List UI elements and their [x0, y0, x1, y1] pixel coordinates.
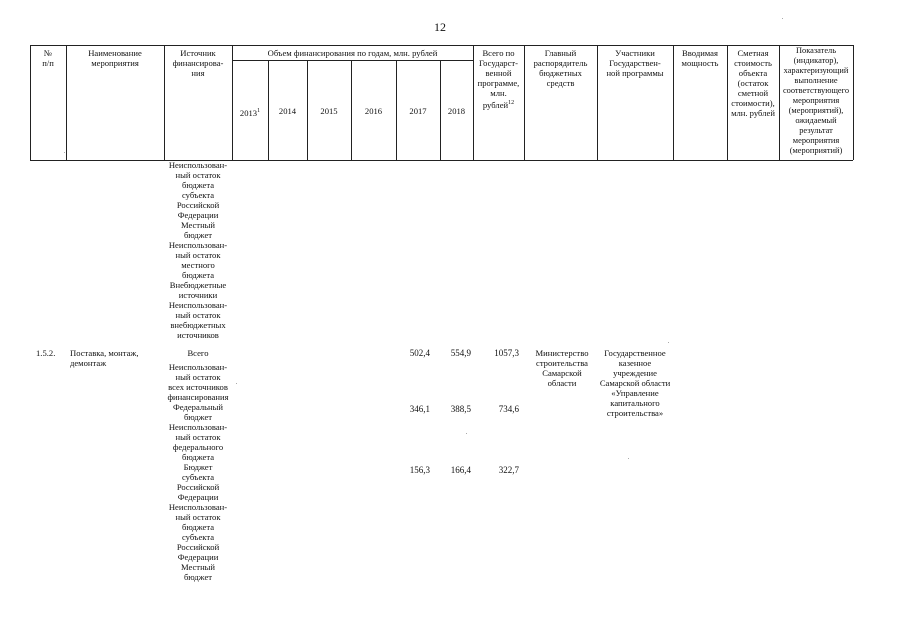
header-text-line: млн. рублей	[731, 108, 775, 118]
source-line: бюджета	[181, 452, 215, 462]
row-name	[70, 348, 139, 368]
value-2018-total: 554,9	[450, 348, 471, 358]
header-text-line: (мероприятий),	[788, 106, 844, 115]
source-line: ный остаток	[175, 170, 221, 180]
header-text-line: соответствующего	[782, 86, 850, 95]
header-text-line: Государствен-	[609, 58, 661, 68]
header-year-2018: 2018	[447, 106, 466, 116]
header-text-line: Государст-	[478, 58, 519, 68]
header-text-line: Показатель	[795, 46, 837, 55]
row-name-line: демонтаж	[70, 358, 107, 368]
header-text-line: Всего по	[482, 48, 515, 58]
header-text-line: п/п	[42, 58, 54, 68]
header-text-line: (мероприятий)	[789, 146, 843, 155]
source-line: бюджета	[181, 270, 215, 280]
header-col-manager	[524, 48, 597, 88]
header-text-line: выполнение	[794, 76, 838, 85]
value-program-total: 1057,3	[494, 348, 519, 358]
source-line: всех источников	[168, 382, 228, 392]
row-manager	[524, 348, 600, 388]
manager-line: Самарской	[542, 368, 582, 378]
header-text-line: сметной	[737, 88, 769, 98]
continued-sources-list	[162, 160, 234, 340]
header-text-line: стоимость	[734, 58, 772, 68]
source-line: Бюджет	[183, 462, 213, 472]
source-line: Федерации	[177, 492, 219, 502]
header-text-line: (остаток	[737, 78, 769, 88]
footnote-mark: 12	[508, 100, 515, 106]
header-text-line: ния	[191, 68, 205, 78]
participant-line: «Управление	[611, 388, 659, 398]
source-line: Внебюджетные	[169, 280, 227, 290]
row-participants	[594, 348, 676, 418]
source-line: субъекта	[181, 472, 215, 482]
source-line: ный остаток	[175, 432, 221, 442]
header-text-line: Источник	[180, 48, 216, 58]
header-year-2014: 2014	[278, 106, 297, 116]
header-text-line: Вводимая	[682, 48, 718, 58]
source-line: ный остаток	[175, 250, 221, 260]
source-line: бюджет	[183, 230, 213, 240]
header-col-total	[473, 48, 524, 110]
header-col-estimate	[727, 48, 779, 118]
header-text-line: №	[43, 48, 53, 58]
source-line: ный остаток	[175, 512, 221, 522]
participant-line: учреждение	[613, 368, 657, 378]
source-line: Российской	[176, 542, 220, 552]
header-col-capacity	[673, 48, 727, 68]
header-text-line: программе,	[477, 78, 520, 88]
value-2018-regional: 166,4	[450, 465, 471, 475]
row-name-line: Поставка, монтаж,	[70, 348, 139, 358]
manager-line: области	[547, 378, 577, 388]
year-label: 2013	[239, 107, 258, 118]
header-top-rule	[30, 45, 853, 46]
header-text-line: Наименование	[88, 48, 142, 58]
header-text-line: Главный	[544, 48, 577, 58]
header-text-line: бюджетных	[539, 68, 582, 78]
scan-speck	[668, 342, 669, 343]
scan-speck	[466, 433, 467, 434]
scan-speck	[64, 152, 65, 153]
source-line: местного	[181, 260, 215, 270]
source-line: Неиспользован-	[168, 502, 228, 512]
scan-speck	[782, 18, 783, 19]
header-bottom-rule	[30, 160, 853, 161]
value-program-federal: 734,6	[498, 404, 519, 414]
source-line: внебюджетных	[170, 320, 226, 330]
header-text-part: рублей	[482, 99, 509, 110]
header-text-line: объекта	[738, 68, 768, 78]
header-text-line: стоимости),	[731, 98, 775, 108]
source-line: Неиспользован-	[168, 422, 228, 432]
grid-line	[853, 45, 854, 160]
value-2017-federal: 346,1	[409, 404, 430, 414]
source-line: бюджет	[183, 412, 213, 422]
source-line: ный остаток	[175, 310, 221, 320]
source-line: Федеральный	[172, 402, 224, 412]
participant-line: казенное	[618, 358, 652, 368]
source-line: субъекта	[181, 190, 215, 200]
source-line: Федерации	[177, 552, 219, 562]
source-line: финансирования	[167, 392, 229, 402]
source-line: Федерации	[177, 210, 219, 220]
source-line: Неиспользован-	[168, 362, 228, 372]
header-text-line: мероприятия	[792, 96, 840, 105]
header-text-line: результат	[799, 126, 833, 135]
header-text-line: Сметная	[737, 48, 769, 58]
scan-speck	[628, 458, 629, 459]
header-text-line: финансирова-	[172, 58, 224, 68]
header-text-line	[473, 98, 524, 110]
participant-line: капитального	[610, 398, 660, 408]
header-col-indicator	[779, 46, 853, 156]
source-line: бюджет	[183, 572, 213, 582]
row-sources-list	[162, 348, 234, 582]
source-line: субъекта	[181, 532, 215, 542]
header-year-2013	[232, 106, 268, 118]
value-2017-total: 502,4	[409, 348, 430, 358]
value-program-regional: 322,7	[498, 465, 519, 475]
header-text-line: млн.	[490, 88, 507, 98]
header-col-participants	[597, 48, 673, 78]
header-text-line: распорядитель	[533, 58, 588, 68]
header-text-line: мероприятия	[91, 58, 139, 68]
source-line: Неиспользован-	[168, 300, 228, 310]
header-text-line: характеризующий	[783, 66, 849, 75]
value-2018-federal: 388,5	[450, 404, 471, 414]
manager-line: Министерство	[535, 348, 589, 358]
source-line: источники	[178, 290, 218, 300]
header-text-line: мероприятия	[792, 136, 840, 145]
scan-speck	[236, 383, 237, 384]
source-line: Российской	[176, 482, 220, 492]
source-line: ный остаток	[175, 372, 221, 382]
source-line: бюджета	[181, 180, 215, 190]
row-number: 1.5.2.	[36, 348, 56, 358]
page-number: 12	[434, 20, 446, 34]
source-line: Местный	[180, 220, 216, 230]
header-text-line: (индикатор),	[793, 56, 839, 65]
header-year-2015: 2015	[320, 106, 338, 116]
source-line: Неиспользован-	[168, 160, 228, 170]
source-line: Российской	[176, 200, 220, 210]
source-line: Местный	[180, 562, 216, 572]
participant-line: Государственное	[604, 348, 666, 358]
header-col-number	[30, 48, 66, 68]
header-col-name	[66, 48, 164, 68]
header-text-line: ной программы	[606, 68, 664, 78]
source-line: Неиспользован-	[168, 240, 228, 250]
header-col-volume: Объем финансирования по годам, млн. рублей	[267, 48, 438, 58]
header-text-line: венной	[485, 68, 512, 78]
header-text-line: Участники	[615, 48, 655, 58]
source-line: источников	[177, 330, 219, 340]
header-text-line: мощность	[681, 58, 719, 68]
footnote-mark: 1	[257, 108, 261, 114]
source-line: федерального	[172, 442, 224, 452]
source-line: Всего	[187, 348, 209, 358]
value-2017-regional: 156,3	[409, 465, 430, 475]
header-year-2017: 2017	[409, 106, 427, 116]
participant-line: строительства»	[606, 408, 664, 418]
header-text-line: средств	[546, 78, 575, 88]
manager-line: строительства	[536, 358, 588, 368]
participant-line: Самарской области	[599, 378, 671, 388]
header-col-source	[164, 48, 232, 78]
source-line: бюджета	[181, 522, 215, 532]
header-text-line: ожидаемый	[795, 116, 837, 125]
header-year-2016: 2016	[364, 106, 383, 116]
grid-line	[232, 45, 233, 160]
